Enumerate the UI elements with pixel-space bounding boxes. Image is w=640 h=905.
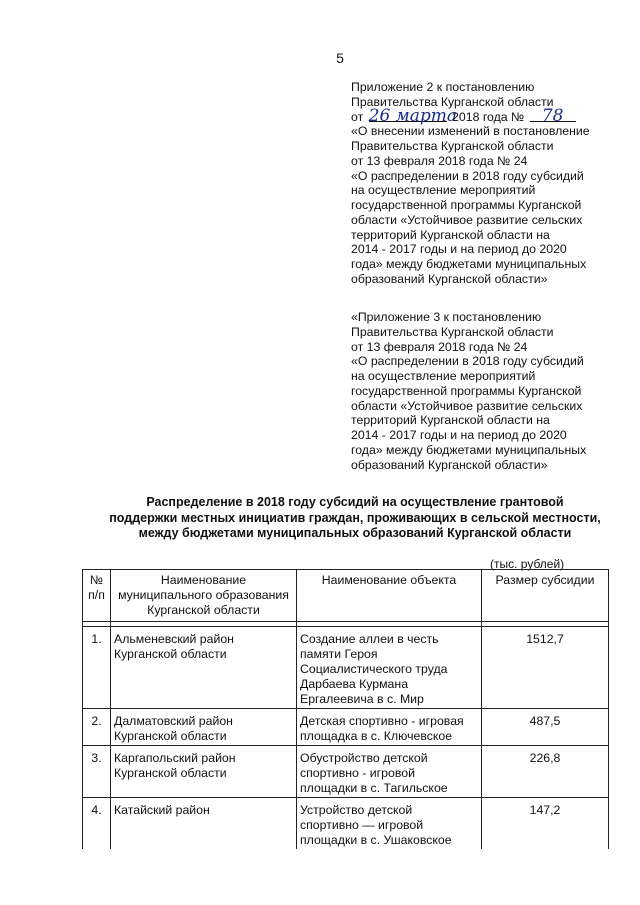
row-municipality: Каргапольский район Курганской области (111, 746, 297, 798)
units-label: (тыс. рублей) (490, 557, 565, 571)
annex-previous-line: области «Устойчивое развитие сельских (351, 398, 583, 413)
annex-from-prefix: от (351, 109, 364, 124)
annex-previous-line: 2014 - 2017 годы и на период до 2020 (351, 428, 567, 442)
row-object: Обустройство детской спортивно - игровой площадки в с. Тагильское (297, 746, 482, 798)
row-number: 1. (83, 627, 111, 709)
annex-current-line: образований Курганской области» (351, 271, 548, 286)
row-municipality: Далматовский район Курганской области (111, 709, 297, 746)
header-number: № п/п (83, 570, 111, 622)
annex-previous-line: на осуществление мероприятий (351, 369, 536, 383)
table-row (83, 746, 609, 798)
annex-previous-line: территорий Курганской области на (351, 413, 550, 428)
page-number: 5 (336, 50, 344, 66)
annex-current-line: 2014 - 2017 годы и на период до 2020 (351, 242, 567, 257)
annex-previous-line: государственной программы Курганской (351, 383, 582, 398)
annex-previous-line: «Приложение 3 к постановлению (351, 310, 542, 324)
annex-current-line: года» между бюджетами муниципальных (351, 257, 587, 271)
document-title-line: между бюджетами муниципальных образований Курганской области (138, 526, 572, 540)
annex-current-line: от 13 февраля 2018 года № 24 (351, 153, 528, 168)
annex-current-line: «О внесении изменений в постановление (351, 124, 590, 139)
annex-current-date-line (351, 105, 631, 126)
annex-current-block (351, 80, 631, 287)
annex-previous-line: года» между бюджетами муниципальных (351, 442, 587, 457)
table-row (83, 798, 609, 850)
subsidy-table (82, 569, 609, 849)
row-number: 2. (83, 709, 111, 746)
annex-current-line: области «Устойчивое развитие сельских (351, 212, 583, 227)
table-row (83, 627, 609, 709)
header-amount: Размер субсидии (482, 570, 609, 622)
row-number: 3. (83, 746, 111, 798)
annex-previous-block (351, 310, 631, 472)
row-object: Детская спортивно - игровая площадка в с. Ключевское (297, 709, 482, 746)
annex-previous-line: «О распределении в 2018 году субсидий (351, 354, 584, 369)
annex-previous-line: Правительства Курганской области (351, 324, 554, 339)
annex-year-text: 2018 года № (452, 109, 525, 124)
document-title (100, 495, 610, 542)
annex-current-line: «О распределении в 2018 году субсидий (351, 168, 584, 183)
annex-previous-line: от 13 февраля 2018 года № 24 (351, 339, 528, 354)
row-amount: 1512,7 (482, 627, 609, 709)
row-object: Устройство детской спортивно — игровой площадки в с. Ушаковское (297, 798, 482, 850)
row-municipality: Альменевский район Курганской области (111, 627, 297, 709)
annex-current-line: государственной программы Курганской (351, 198, 582, 212)
document-title-line: поддержки местных инициатив граждан, проживающих в сельской местности, (109, 510, 601, 525)
annex-current-line: на осуществление мероприятий (351, 183, 536, 198)
table-header-row (83, 570, 609, 622)
annex-previous-line: образований Курганской области» (351, 457, 548, 472)
row-amount: 147,2 (482, 798, 609, 850)
row-amount: 487,5 (482, 709, 609, 746)
annex-current-line: Приложение 2 к постановлению (351, 80, 535, 94)
header-object: Наименование объекта (297, 570, 482, 622)
handwritten-number: 78 (530, 111, 576, 122)
row-amount: 226,8 (482, 746, 609, 798)
row-number: 4. (83, 798, 111, 850)
document-title-line: Распределение в 2018 году субсидий на осуществление грантовой (146, 495, 564, 509)
handwritten-date: 26 марта (368, 105, 458, 126)
row-object: Создание аллеи в честь памяти Героя Социалистического труда Дарбаева Курмана Ергалеевича в с. Мир (297, 627, 482, 709)
row-municipality: Катайский район (111, 798, 297, 850)
annex-current-line: Правительства Курганской области (351, 94, 554, 109)
annex-current-line: Правительства Курганской области (351, 139, 554, 153)
header-municipality: Наименование муниципального образования Курганской области (111, 570, 297, 622)
table-row (83, 709, 609, 746)
annex-current-line: территорий Курганской области на (351, 227, 550, 242)
